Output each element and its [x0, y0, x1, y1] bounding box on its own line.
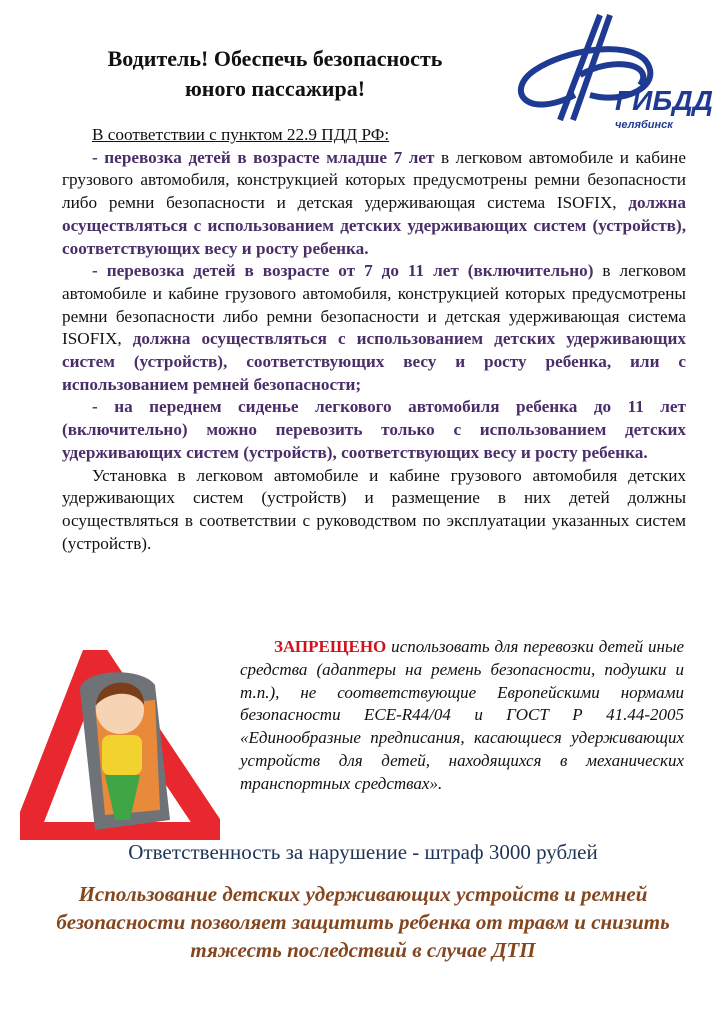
- gibdd-logo: [505, 10, 715, 135]
- prohibited-label: ЗАПРЕЩЕНО: [274, 637, 387, 656]
- rule-highlight: - перевозка детей в возрасте младше 7 лет: [92, 147, 435, 167]
- rule-text: в легковом автомобиле и кабине грузового автомобиля, конструкцией которых предусмотрены ремни безопасности либо ремни безопасности и детская удерживающая система ISOFIX,: [62, 261, 686, 349]
- child-car-seat-illustration: [20, 650, 220, 840]
- intro: В соответствии с пунктом 22.9 ПДД РФ:: [92, 125, 390, 144]
- title-line: юного пассажира!: [184, 76, 366, 101]
- rule-under-7: [62, 147, 686, 261]
- prohibition-note: [240, 636, 684, 796]
- rule-highlight: - перевозка детей в возрасте от 7 до 11 лет (включительно): [92, 261, 594, 281]
- svg-text:ГИБДД: ГИБДД: [615, 85, 713, 116]
- rule-front-seat: - на переднем сиденье легкового автомобиля ребенка до 11 лет (включительно) можно перевозить только с использованием детских удерживающих систем (устройств), соответствующих весу и росту ребенка.: [62, 397, 686, 462]
- prohibition-text: использовать для перевозки детей иные средства (адаптеры на ремень безопасности, подушки и т.п.), не соответствующие Европейскими нормами безопасности ECE-R44/04 и ГОСТ Р 41.44-2005 «Единообразные предписания, касающиеся удерживающих устройств для детей, находящихся в механических транспортных средствах».: [240, 637, 685, 793]
- safety-slogan: Использование детских удерживающих устройств и ремней безопасности позволяет защитить ребенка от травм и снизить тяжесть последствий в случае ДТП: [56, 882, 670, 962]
- rules-text: [62, 124, 686, 555]
- page-title: [40, 44, 510, 104]
- rule-highlight: должна осуществляться с использованием детских удерживающих систем (устройств), соответствующих весу и росту ребенка.: [62, 193, 686, 258]
- installation-note: Установка в легковом автомобиле и кабине грузового автомобиля детских удерживающих систем (устройств) и размещение в них детей должны осуществляться в соответствии с руководством по эксплуатации указанных систем (устройств).: [62, 465, 686, 553]
- rule-highlight: должна осуществляться с использованием детских удерживающих систем (устройств), соответствующих весу и росту ребенка, или с использованием ремней безопасности;: [62, 329, 687, 394]
- rule-text: в легковом автомобиле и кабине грузового автомобиля, конструкцией которых предусмотрены ремни безопасности либо ремни безопасности и детская удерживающая система ISOFIX,: [62, 147, 686, 213]
- svg-text:челябинск: челябинск: [615, 119, 673, 131]
- title-line: Водитель! Обеспечь безопасность: [107, 46, 443, 71]
- rule-7-11: [62, 260, 686, 396]
- fine-notice: Ответственность за нарушение - штраф 3000 рублей: [128, 840, 598, 864]
